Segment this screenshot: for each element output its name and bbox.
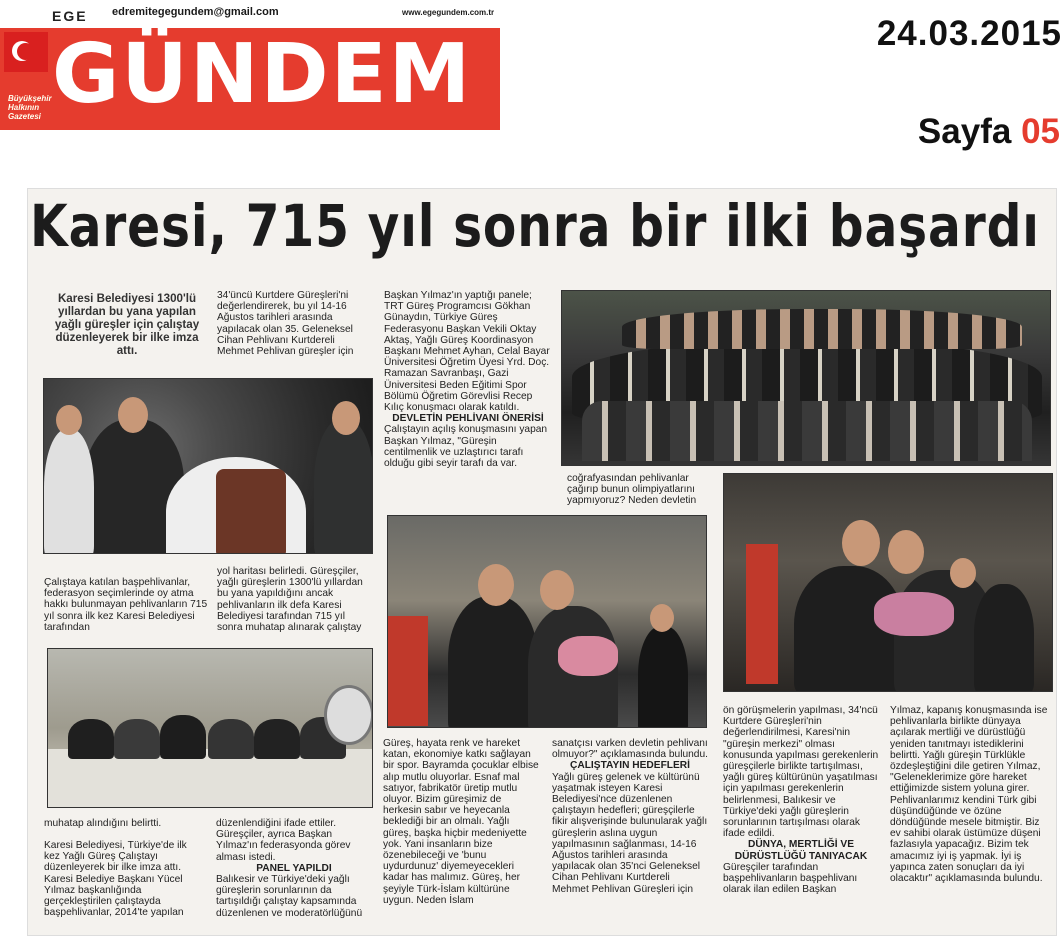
column-2-bottom-text: düzenlendiğini ifade ettiler. Güreşçiler, ayrıca Başkan Yılmaz'ın federasyonda görev alması istedi. bbox=[216, 818, 351, 863]
masthead-website: www.egegundem.com.tr bbox=[402, 8, 495, 17]
column-6-bottom: Yılmaz, kapanış konuşmasında ise pehlivanlarla birlikte dünyaya açılarak mertliği ve dürüstlüğü yeniden tanıtmayı istediklerini belirtti. Yağlı güreşin Türklükle özdeşleştiğini dile getiren Yılmaz, "Geleneklerimize göre hareket ettiğimizde sistem yoluna girer. Pehlivanlarımız kendini Türk gibi düşündüğünde ve özüne döndüğünde mesele bitmiştir. Biz ev sahibi olarak üstümüze düşeni fazlasıyla yapacağız. Bizim tek amacımız iyi iş yapmak. İyi iş yapınca zaten sonuçları da iyi olacaktır" açıklamasında bulundu. bbox=[890, 705, 1048, 885]
slogan-line: Büyükşehir bbox=[8, 94, 52, 103]
column-5-bottom bbox=[723, 705, 879, 895]
turkish-flag-icon bbox=[4, 32, 48, 72]
newspaper-logo: GÜNDEM bbox=[52, 27, 473, 122]
subheading-dunya-mertligi: DÜNYA, MERTLİĞİ VE DÜRÜSTLÜĞÜ TANIYACAK bbox=[734, 839, 868, 862]
photo-ceremony-hall bbox=[43, 378, 373, 554]
column-1-bottom-lead: muhatap alındığını belirtti. bbox=[44, 818, 162, 829]
column-3-top-text: Başkan Yılmaz'ın yaptığı panele; TRT Güreş Programcısı Gökhan Günaydın, Türkiye Güreş Federasyonu Başkan Vekili Oktay Aktaş, Yağlı Güreş Koordinasyon Başkanı Mehmet Ayhan, Celal Bayar Üniversitesi Öğretim Üyesi Yrd. Doç. Ramazan Savranbaşı, Gazi Üniversitesi Beden Eğitimi Spor Bölümü Öğretim Görevlisi Recep Kılıç konuşmacı olarak katıldı. bbox=[384, 290, 550, 414]
masthead-slogan bbox=[8, 94, 52, 121]
column-4-bottom bbox=[552, 738, 708, 895]
column-3-bottom: Güreş, hayata renk ve hareket katan, ekonomiye katkı sağlayan bir spor. Bayramda çocuklar elbise alıp mutlu oluyorlar. Esnaf mal satıyor, fabrikatör üretip mutlu oluyor. Bizim güreşimiz de herkesin sabır ve heyecanla beklediği bir an olmalı. Yağlı güreş, başka hiçbir medeniyette yok. Yani insanların bize özenebileceği ve 'bunu uydurdunuz' diyemeyecekleri kadar has malımız. Güreş, her şeyiyle Türk-İslam kültürüne uygun. Neden İslam bbox=[383, 738, 539, 906]
photo-flower-presentation bbox=[387, 515, 707, 728]
photo1-caption: Çalıştaya katılan başpehlivanlar, federasyon seçimlerinde oy atma hakkı bulunmayan pehlivanların 715 yıl sonra ilk kez Karesi Belediyesi tarafından bbox=[44, 577, 208, 633]
brand-prefix: EGE bbox=[52, 8, 88, 24]
article-headline: Karesi, 715 yıl sonra bir ilki başardı bbox=[30, 192, 1040, 260]
masthead-email: edremitegegundem@gmail.com bbox=[112, 6, 279, 18]
subheading-panel: PANEL YAPILDI bbox=[256, 862, 332, 874]
subheading-calistayin-hedefleri: ÇALIŞTAYIN HEDEFLERİ bbox=[570, 760, 690, 772]
column-3-top bbox=[384, 290, 552, 469]
slogan-line: Gazetesi bbox=[8, 112, 41, 121]
column-3-top-text2: Çalıştayın açılış konuşmasını yapan Başkan Yılmaz, "Güreşin centilmenlik ve uzlaştırıcı tarafı olduğu gibi seyir tarafı da var. bbox=[384, 424, 548, 470]
column-2-top: 34'üncü Kurtdere Güreşleri'ni değerlendirerek, bu yıl 14-16 Ağustos tarihleri arasında yapılacak olan 35. Geleneksel Cihan Pehlivanı Kurtdereli Mehmet Pehlivan güreşler için bbox=[217, 290, 354, 358]
page-indicator bbox=[918, 112, 1060, 152]
page-number: 05 bbox=[1021, 112, 1060, 151]
photo-panel-table bbox=[47, 648, 373, 808]
slogan-line: Halkının bbox=[8, 103, 40, 112]
column-2-bottom bbox=[216, 818, 372, 919]
column-2-bottom-text2: Balıkesir ve Türkiye'deki yağlı güreşlerin sorunlarının da tartışıldığı çalıştay kapsamında düzenlenen ve moderatörlüğünü bbox=[216, 874, 363, 919]
column-4-bottom-text: sanatçısı varken devletin pehlivanı olmuyor?" açıklamasında bulundu. bbox=[552, 738, 708, 761]
photo-group-wrestlers bbox=[561, 290, 1051, 466]
masthead bbox=[0, 0, 500, 148]
issue-date: 24.03.2015 bbox=[876, 14, 1062, 53]
column-5-bottom-text2: Güreşçiler tarafından başpehlivanların başpehlivanı olarak ilan edilen Başkan bbox=[723, 861, 858, 896]
column-1-bottom: Karesi Belediyesi, Türkiye'de ilk kez Yağlı Güreş Çalıştayı düzenleyerek bir ilke imza attı. Karesi Belediye Başkanı Yücel Yılmaz başkanlığında gerçekleştirilen çalıştayda başpehlivanlar, 2014'te yapılan bbox=[44, 840, 187, 919]
page-label: Sayfa bbox=[917, 112, 1012, 151]
article-lead: Karesi Belediyesi 1300'lü yıllardan bu yana yapılan yağlı güreşler için çalıştay düzenleyerek bir ilke imza attı. bbox=[54, 292, 200, 357]
column-5-bottom-text: ön görüşmelerin yapılması, 34'ncü Kurtdere Güreşleri'nin değerlendirilmesi, Karesi'nin "güreşin merkezi" olması konusunda yapılması gerekenlerin güreşçilerle birlikte tartışılması, yağlı güreş kültürünün yaşatılması için yapılması gerekenlerin belirlenmesi, Balıkesir ve Türkiye'deki yağlı güreşlerin sorunlarının tartışılması olarak ifade edildi. bbox=[723, 705, 879, 840]
subheading-devletin-pehlivani: DEVLETİN PEHLİVANI ÖNERİSİ bbox=[392, 413, 544, 425]
column-2-mid: yol haritası belirledi. Güreşçiler, yağlı güreşlerin 1300'lü yıllardan bu yana yapıldığını ancak pehlivanların ilk defa Karesi Belediyesi tarafından 715 yıl sonra muhatap alınarak çalıştay bbox=[217, 566, 363, 634]
column-4-top: coğrafyasından pehlivanlar çağırıp bunun olimpiyatlarını yapmıyoruz? Neden devletin bbox=[567, 473, 697, 507]
photo-flower-presentation-2 bbox=[723, 473, 1053, 692]
column-4-bottom-text2: Yağlı güreş gelenek ve kültürünü yaşatmak isteyen Karesi Belediyesi'nce düzenlenen çalıştayın hedefleri; güreşçilerle fikir alışverişinde bulunularak yağlı güreşlerin aslına uygun yapılmasının sağlanması, 14-16 Ağustos tarihleri arasında yapılacak olan 35'nci Geleneksel Cihan Pehlivanı Kurtdereli Mehmet Pehlivan Güreşleri için bbox=[552, 771, 708, 895]
